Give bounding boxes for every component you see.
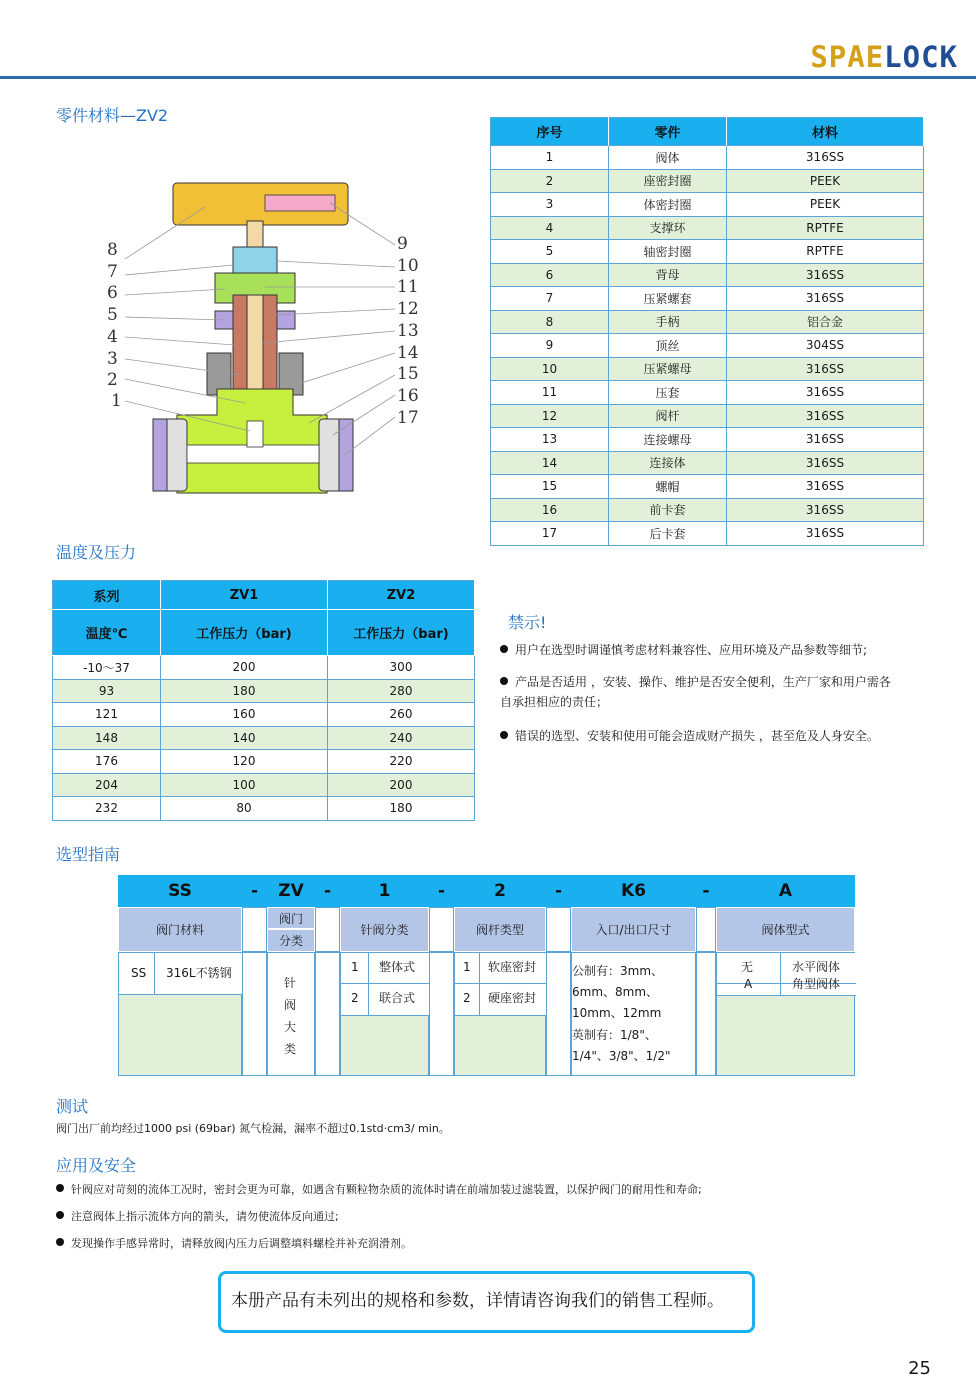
part-material: 316SS [727, 287, 924, 311]
part-name: 前卡套 [609, 498, 727, 522]
part-material: 316SS [727, 146, 924, 170]
part-name: 座密封圈 [609, 169, 727, 193]
pressure-zv1: 140 [161, 726, 328, 750]
series-zv1: ZV1 [161, 581, 328, 610]
part-material: 316SS [727, 522, 924, 546]
pressure-zv1: 80 [161, 797, 328, 821]
part-name: 轴密封圈 [609, 240, 727, 264]
diagram-label-8: 8 [107, 240, 118, 260]
part-no: 4 [491, 216, 609, 240]
part-no: 17 [491, 522, 609, 546]
diagram-label-10: 10 [397, 256, 419, 276]
stem-name: 软座密封 [488, 960, 537, 974]
temperature: 232 [53, 797, 161, 821]
part-name: 连接螺母 [609, 428, 727, 452]
bullet-icon [56, 1184, 64, 1192]
port-options [571, 952, 696, 1076]
part-material: 316SS [727, 428, 924, 452]
warning-item: 错误的选型、安装和使用可能会造成财产损失 ，甚至危及人身安全。 [500, 726, 879, 746]
part-no: 16 [491, 498, 609, 522]
pressure-zv2: 260 [328, 703, 475, 727]
class-char: 大 [284, 1020, 297, 1034]
part-no: 7 [491, 287, 609, 311]
table-row [53, 750, 475, 774]
class-char: 阀 [284, 998, 297, 1012]
part-no: 11 [491, 381, 609, 405]
bullet-icon [56, 1211, 64, 1219]
warning-item: 用户在选型时调谨慎考虑材料兼容性、应用环境及产品参数等细节; [500, 640, 867, 660]
warning-item-continued: 自承担相应的责任； [500, 695, 609, 709]
part-name: 背母 [609, 263, 727, 287]
diagram-label-17: 17 [397, 408, 419, 428]
part-no: 15 [491, 475, 609, 499]
category-body: 阀体型式 [716, 907, 855, 952]
table-row [491, 404, 924, 428]
table-row [491, 240, 924, 264]
series-label: 系列 [53, 581, 161, 610]
safety-item: 注意阀体上指示流体方向的箭头，请勿使流体反向通过; [56, 1208, 339, 1224]
part-no: 8 [491, 310, 609, 334]
part-material: 316SS [727, 475, 924, 499]
materials-title: 零件材料—ZV2 [56, 106, 169, 125]
needle-name: 联合式 [379, 991, 416, 1005]
part-material: PEEK [727, 193, 924, 217]
body-code: A [744, 977, 753, 991]
temp-pressure-title: 温度及压力 [56, 543, 137, 562]
pressure-zv2: 240 [328, 726, 475, 750]
stem-options [454, 952, 546, 1076]
table-row [53, 797, 475, 821]
table-row [491, 428, 924, 452]
pressure-zv1: 180 [161, 679, 328, 703]
part-no: 2 [491, 169, 609, 193]
code-separator: - [702, 881, 710, 901]
pressure-zv2: 220 [328, 750, 475, 774]
series-zv2: ZV2 [328, 581, 475, 610]
bullet-icon [500, 731, 508, 739]
diagram-label-13: 13 [397, 321, 419, 341]
stem-code: 2 [463, 991, 471, 1005]
part-name: 支撑环 [609, 216, 727, 240]
col-header-material: 材料 [727, 118, 924, 146]
part-name: 连接体 [609, 451, 727, 475]
needle-code: 1 [351, 960, 359, 974]
brand-logo: SPAELOCK [810, 40, 958, 74]
table-row [491, 263, 924, 287]
category-class-line2: 分类 [267, 929, 315, 952]
port-line: 10mm、12mm [572, 1006, 662, 1020]
pressure-zv1: 200 [161, 656, 328, 680]
table-row [491, 475, 924, 499]
test-description: 阀门出厂前均经过1000 psi (69bar) 氮气检漏，漏率不超过0.1std·cm3/ min。 [56, 1122, 450, 1135]
code-separator: - [554, 881, 563, 901]
part-material: 316SS [727, 263, 924, 287]
diagram-label-1: 1 [111, 391, 122, 411]
diagram-label-4: 4 [107, 327, 118, 347]
part-no: 1 [491, 146, 609, 170]
safety-title: 应用及安全 [56, 1156, 137, 1175]
pressure-label-zv2: 工作压力（bar) [328, 610, 475, 656]
part-no: 13 [491, 428, 609, 452]
body-spacer [429, 952, 454, 1076]
table-row [491, 216, 924, 240]
needle-name: 整体式 [379, 960, 416, 974]
part-material: RPTFE [727, 216, 924, 240]
part-material: 316SS [727, 404, 924, 428]
stem-name: 硬座密封 [488, 991, 537, 1005]
col-header-part: 零件 [609, 118, 727, 146]
table-row [491, 146, 924, 170]
page-number: 25 [908, 1358, 931, 1379]
temperature: -10～37 [53, 656, 161, 680]
part-name: 压套 [609, 381, 727, 405]
table-row [491, 287, 924, 311]
part-name: 体密封圈 [609, 193, 727, 217]
temp-label: 温度℃ [53, 610, 161, 656]
code-material: SS [168, 881, 192, 901]
body-spacer [242, 952, 267, 1076]
test-title: 测试 [56, 1097, 89, 1116]
part-name: 阀体 [609, 146, 727, 170]
temperature: 176 [53, 750, 161, 774]
col-header-no: 序号 [491, 118, 609, 146]
bullet-icon [500, 677, 508, 685]
class-options [267, 952, 315, 1076]
code-class: ZV [278, 881, 304, 901]
category-class-line1: 阀门 [267, 907, 315, 929]
category-stem: 阀杆类型 [454, 907, 546, 952]
warnings-title: 禁示! [508, 613, 547, 632]
table-row [53, 679, 475, 703]
class-char: 针 [284, 976, 297, 990]
body-spacer [696, 952, 716, 1076]
part-no: 6 [491, 263, 609, 287]
code-needle: 1 [378, 881, 391, 901]
table-row [491, 334, 924, 358]
material-options [118, 952, 242, 1076]
temperature: 204 [53, 773, 161, 797]
warning-item: 产品是否适用 ，安装、操作、维护是否安全便利，生产厂家和用户需各 [500, 672, 891, 692]
needle-code: 2 [351, 991, 359, 1005]
bullet-icon [56, 1238, 64, 1246]
material-code: SS [131, 966, 147, 980]
part-no: 10 [491, 357, 609, 381]
part-material: 304SS [727, 334, 924, 358]
category-spacer [696, 907, 716, 952]
part-name: 顶丝 [609, 334, 727, 358]
category-port: 入口/出口尺寸 [571, 907, 696, 952]
code-separator: - [437, 881, 446, 901]
table-row [491, 522, 924, 546]
code-separator: - [250, 881, 259, 901]
code-stem: 2 [494, 881, 506, 901]
table-row [491, 357, 924, 381]
pressure-zv2: 280 [328, 679, 475, 703]
part-material: PEEK [727, 169, 924, 193]
table-row [491, 193, 924, 217]
valve-cross-section-diagram [95, 175, 435, 505]
part-material: 316SS [727, 451, 924, 475]
pressure-zv2: 300 [328, 656, 475, 680]
category-spacer [315, 907, 340, 952]
code-separator: - [323, 881, 332, 901]
bullet-icon [500, 645, 508, 653]
part-name: 压紧螺套 [609, 287, 727, 311]
category-material: 阀门材料 [118, 907, 242, 952]
table-row [491, 498, 924, 522]
table-row [53, 773, 475, 797]
code-body: A [778, 881, 793, 901]
temp-pressure-table [52, 580, 475, 821]
part-no: 9 [491, 334, 609, 358]
part-material: 316SS [727, 381, 924, 405]
part-name: 后卡套 [609, 522, 727, 546]
table-row [491, 169, 924, 193]
diagram-label-7: 7 [107, 262, 118, 282]
part-material: RPTFE [727, 240, 924, 264]
needle-options [340, 952, 429, 1076]
table-row [491, 310, 924, 334]
category-spacer [242, 907, 267, 952]
table-row [53, 726, 475, 750]
pressure-zv1: 160 [161, 703, 328, 727]
diagram-label-9: 9 [397, 234, 408, 254]
part-name: 阀杆 [609, 404, 727, 428]
part-material: 铝合金 [727, 310, 924, 334]
part-no: 3 [491, 193, 609, 217]
header-divider [0, 76, 976, 79]
diagram-label-16: 16 [397, 386, 419, 406]
class-char: 类 [284, 1042, 297, 1056]
code-header-row [118, 875, 855, 907]
part-name: 螺帽 [609, 475, 727, 499]
diagram-label-2: 2 [107, 370, 118, 390]
code-port: K6 [620, 881, 646, 901]
diagram-label-5: 5 [107, 305, 118, 325]
pressure-zv2: 200 [328, 773, 475, 797]
diagram-label-11: 11 [397, 277, 419, 297]
contact-notice: 本册产品有未列出的规格和参数，详情请咨询我们的销售工程师。 [218, 1271, 755, 1333]
body-spacer [546, 952, 571, 1076]
part-material: 316SS [727, 498, 924, 522]
port-line: 1/4"、3/8"、1/2" [572, 1049, 671, 1063]
body-type-options [716, 952, 855, 1076]
table-row [491, 381, 924, 405]
parts-materials-table [490, 117, 924, 546]
body-code: 无 [741, 960, 754, 974]
selection-guide-title: 选型指南 [56, 845, 121, 864]
table-row [53, 656, 475, 680]
part-name: 压紧螺母 [609, 357, 727, 381]
category-spacer [429, 907, 454, 952]
diagram-label-14: 14 [397, 343, 419, 363]
port-line: 英制有：1/8"、 [572, 1028, 657, 1042]
selection-guide-table [118, 875, 855, 1077]
diagram-label-15: 15 [397, 364, 419, 384]
safety-item: 针阀应对苛刻的流体工况时，密封会更为可靠，如遇含有颗粒物杂质的流体时请在前端加装过滤装置，以保护阀门的耐用性和寿命; [56, 1181, 702, 1197]
part-name: 手柄 [609, 310, 727, 334]
temperature: 121 [53, 703, 161, 727]
part-no: 14 [491, 451, 609, 475]
part-no: 12 [491, 404, 609, 428]
port-line: 公制有：3mm、 [572, 964, 664, 978]
body-name: 水平阀体 [792, 960, 841, 974]
body-name: 角型阀体 [792, 977, 841, 991]
port-line: 6mm、8mm、 [572, 985, 659, 999]
diagram-label-6: 6 [107, 283, 118, 303]
table-row [491, 451, 924, 475]
table-row [53, 703, 475, 727]
part-material: 316SS [727, 357, 924, 381]
pressure-zv1: 100 [161, 773, 328, 797]
part-no: 5 [491, 240, 609, 264]
pressure-zv2: 180 [328, 797, 475, 821]
temperature: 148 [53, 726, 161, 750]
diagram-label-12: 12 [397, 299, 419, 319]
body-spacer [315, 952, 340, 1076]
safety-item: 发现操作手感异常时，请释放阀内压力后调整填料螺栓并补充润滑剂。 [56, 1235, 412, 1251]
stem-code: 1 [463, 960, 471, 974]
diagram-label-3: 3 [107, 349, 118, 369]
pressure-zv1: 120 [161, 750, 328, 774]
category-needle: 针阀分类 [340, 907, 429, 952]
material-name: 316L不锈钢 [166, 966, 232, 980]
category-spacer [546, 907, 571, 952]
temperature: 93 [53, 679, 161, 703]
pressure-label-zv1: 工作压力（bar) [161, 610, 328, 656]
